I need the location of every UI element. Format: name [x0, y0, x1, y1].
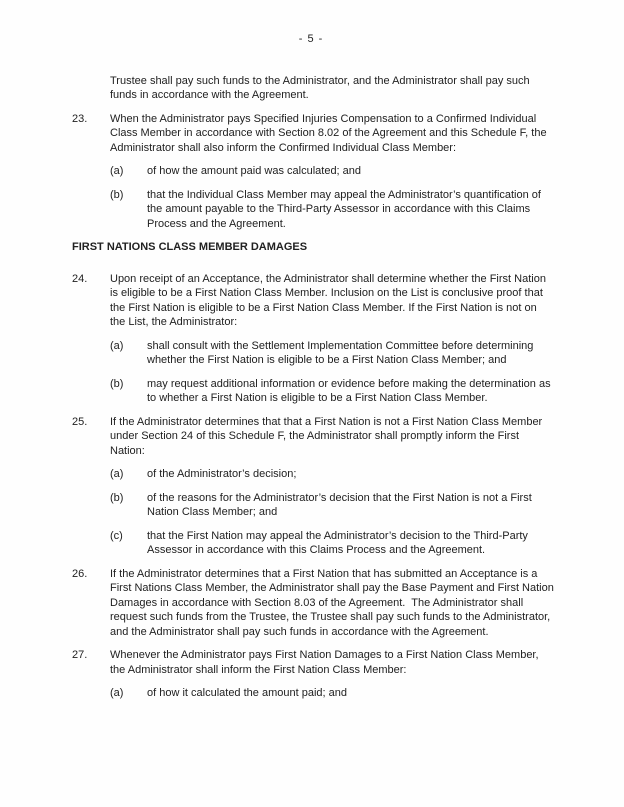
subitem-letter: (b) — [110, 377, 124, 390]
paragraph-item — [72, 648, 624, 677]
paragraph-text: Trustee shall pay such funds to the Administrator, and the Administrator shall pay such funds in accordance with the Agreement. — [110, 74, 533, 101]
paragraph-text: If the Administrator determines that a First Nation that has submitted an Acceptance is a First Nations Class Member, the Administrator shall pay the Base Payment and First Nation Damages in accordance with Section 8.03 of the Agreement. The Administrator shall request such funds from the Trustee, the Trustee shall pay such funds to the Administrator, and the Administrator shall pay such funds in accordance with the Agreement. — [110, 567, 557, 638]
subitem-text: may request additional information or evidence before making the determination as to whether a First Nation is eligible to be a First Nation Class Member. — [147, 377, 554, 404]
paragraph-text: Whenever the Administrator pays First Nation Damages to a First Nation Class Member, the Administrator shall inform the First Nation Class Member: — [110, 649, 542, 676]
subitem — [72, 491, 624, 520]
continuation-paragraph — [72, 74, 624, 103]
paragraph-number: 23. — [72, 112, 88, 125]
page-number: - 5 - — [298, 33, 324, 45]
subitem-letter: (c) — [110, 529, 123, 542]
subitem-letter: (b) — [110, 188, 124, 201]
subitem — [72, 686, 624, 701]
subitem-letter: (b) — [110, 491, 124, 504]
paragraph-number: 27. — [72, 649, 88, 661]
subitem — [72, 188, 624, 232]
paragraph-number: 24. — [72, 272, 88, 285]
subitem-text: of the Administrator’s decision; — [147, 468, 297, 480]
subitem — [72, 467, 624, 482]
paragraph-item — [72, 112, 624, 156]
paragraph-number: 26. — [72, 567, 88, 580]
subitem-text: shall consult with the Settlement Implementation Committee before determining whether the First Nation is eligible to be a First Nation Class Member; and — [147, 339, 537, 366]
subitem-text: that the First Nation may appeal the Administrator’s decision to the Third-Party Assessor in accordance with this Claims Process and the Agreement. — [147, 529, 531, 556]
subitem-letter: (a) — [110, 339, 124, 352]
paragraph-text: When the Administrator pays Specified Injuries Compensation to a Confirmed Individual Class Member in accordance with Section 8.02 of the Agreement and this Schedule F, the Administrator shall also inform the Confirmed Individual Class Member: — [110, 112, 550, 154]
subitem-text: of the reasons for the Administrator’s decision that the First Nation is not a First Nation Class Member; and — [147, 491, 535, 518]
paragraph-text: If the Administrator determines that that a First Nation is not a First Nation Class Member under Section 24 of this Schedule F, the Administrator shall promptly inform the First Nation: — [110, 415, 546, 457]
subitem — [72, 339, 624, 368]
section-heading: FIRST NATIONS CLASS MEMBER DAMAGES — [72, 241, 308, 253]
subitem-letter: (a) — [110, 687, 124, 699]
subitem-text: that the Individual Class Member may appeal the Administrator’s quantification of the amount payable to the Third-Party Assessor in accordance with this Claims Process and the Agreement. — [147, 188, 545, 230]
paragraph-item — [72, 415, 624, 459]
paragraph-item — [72, 272, 624, 330]
paragraph-text: Upon receipt of an Acceptance, the Administrator shall determine whether the First Nation is eligible to be a First Nation Class Member. Inclusion on the List is conclusive proof that the First Nation is eligible to be a First Nation Class Member. If the First Nation is not on the List, the Administrator: — [110, 272, 550, 328]
paragraph-item — [72, 567, 624, 640]
subitem — [72, 529, 624, 558]
subitem-text: of how the amount paid was calculated; and — [147, 165, 362, 177]
subitem — [72, 377, 624, 406]
subitem-letter: (a) — [110, 165, 124, 177]
subitem-text: of how it calculated the amount paid; and — [147, 687, 347, 699]
subitem-letter: (a) — [110, 468, 124, 480]
paragraph-number: 25. — [72, 415, 88, 428]
subitem — [72, 164, 624, 179]
document-body — [72, 74, 624, 701]
